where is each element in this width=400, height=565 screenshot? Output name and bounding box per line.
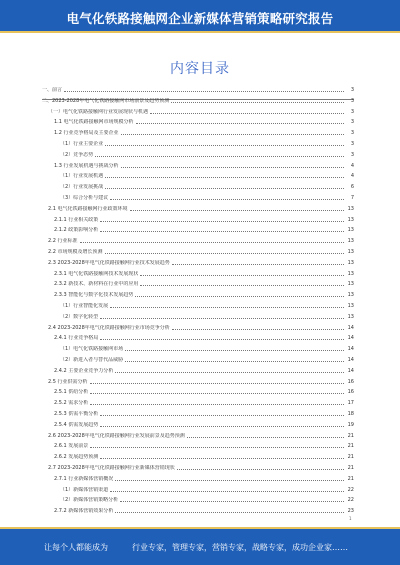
toc-entry-text: （2）新媒体营销策略分析 [60,497,119,504]
footer-slogan-left: 让每个人都能成为 [44,543,108,552]
toc-entry[interactable] [42,454,354,460]
toc-entry-page: 21 [347,454,354,461]
toc-entry-page: 14 [347,335,354,342]
toc-entry-text: 2.7 2023-2028年电气化铁路接触网行业新媒体营销现状 [48,465,175,471]
toc-entry[interactable] [42,87,354,93]
toc-entry-text: 2.1.1 行业相关政策 [54,216,99,223]
toc-entry[interactable] [42,152,354,158]
toc-entry-text: 2.1 电气化铁路接触网行业政策环境 [48,205,128,212]
report-title: 电气化铁路接触网企业新媒体营销策略研究报告 [66,11,334,26]
toc-entry-page: 3 [350,108,354,115]
toc-entry-page: 13 [347,238,354,245]
toc-leader-dots [121,134,344,135]
toc-entry-text: （1）新媒体营销渠道 [60,486,109,493]
toc-entry-page: 13 [347,270,354,277]
toc-entry[interactable] [42,98,354,104]
toc-leader-dots [140,275,344,276]
toc-entry-page: 3 [350,97,354,104]
toc-leader-dots [105,177,344,178]
page-number: 1 [349,516,352,521]
toc-entry-page: 7 [350,195,354,201]
toc-entry-text: 2.6.2 发展趋势预测 [54,454,99,461]
toc-entry-text: 2.3.2 新技术、新材料在行业中的应用 [54,281,139,288]
toc-leader-dots [187,437,344,438]
footer-banner [0,527,400,565]
toc-entry-page: 21 [347,443,354,450]
toc-leader-dots [90,404,344,405]
toc-entry-text: 2.3.1 电气化铁路接触网技术发展现状 [54,270,139,277]
toc-leader-dots [172,264,344,265]
toc-entry-text: 2.4 2023-2028年电气化铁路接触网行业市场竞争分析 [48,324,170,331]
toc-entry[interactable] [42,497,354,503]
toc-leader-dots [105,188,344,189]
toc-leader-dots [100,339,344,340]
toc-entry-page: 22 [347,497,354,504]
toc-entry-page: 16 [347,389,354,396]
toc-entry[interactable] [42,335,354,341]
toc-entry-text: 一、前言 [42,87,63,93]
toc-entry-page: 14 [347,357,354,363]
toc-entry-text: 2.7.2 新媒体营销效果分析 [54,508,114,515]
toc-entry-text: 2.5 行业供需分析 [48,378,88,385]
toc-entry-page: 16 [347,378,354,385]
toc-leader-dots [105,145,344,146]
toc-entry-page: 19 [347,421,354,428]
toc-entry-page: 13 [347,281,354,288]
toc-entry-page: 13 [347,313,354,320]
toc-leader-dots [171,102,344,103]
toc-leader-dots [125,350,344,351]
toc-entry[interactable] [42,325,354,331]
toc-entry-text: （3）综合分析与建议 [60,195,109,201]
toc-leader-dots [100,458,344,459]
toc-entry-text: 2.5.1 供给分析 [54,389,89,396]
toc-leader-dots [115,372,344,373]
toc-leader-dots [64,91,344,92]
toc-leader-dots [95,156,344,157]
toc-entry-text: （1）电气化铁路接触网市场 [60,346,124,353]
toc-entry-page: 23 [347,508,354,515]
toc-entry-page: 13 [347,292,354,299]
toc-entry[interactable] [42,271,354,277]
toc-entry-page: 4 [350,173,354,180]
footer-slogan-right: 行业专家，管理专家，营销专家，战略专家，成功企业家…… [132,543,348,552]
toc-leader-dots [100,231,344,232]
toc-entry-text: 2.4.2 主要企业竞争力分析 [54,367,114,374]
toc-entry-text: 2.2 行业标准 [48,238,78,245]
toc-entry[interactable] [42,303,354,309]
toc-entry-text: 2.5.4 供需发展趋势 [54,421,99,428]
toc-leader-dots [150,113,344,114]
toc-entry-page: 13 [347,216,354,223]
toc-entry[interactable] [42,400,354,406]
toc-leader-dots [110,307,344,308]
toc-entry[interactable] [42,314,354,320]
toc-entry-page: 3 [350,130,354,137]
toc-leader-dots [80,242,344,243]
toc-entry-page: 14 [347,367,354,374]
toc-entry[interactable] [42,227,354,233]
toc-leader-dots [140,285,344,286]
toc-entry[interactable] [42,476,354,482]
toc-leader-dots [100,221,344,222]
toc-leader-dots [90,393,344,394]
toc-entry-text: 2.6.1 发展前景 [54,443,89,450]
toc-entry-page: 4 [350,162,354,169]
toc-entry[interactable] [42,508,354,514]
toc-entry[interactable] [42,422,354,428]
toc-entry[interactable] [42,119,354,125]
toc-heading: 内容目录 [170,61,230,77]
toc-leader-dots [90,383,344,384]
toc-entry-page: 3 [350,151,354,158]
toc-entry[interactable] [42,184,354,190]
toc-leader-dots [136,123,344,124]
toc-entry-page: 13 [347,303,354,309]
toc-entry-page: 21 [347,475,354,482]
toc-entry-text: 2.4.1 行业竞争格局 [54,335,99,342]
toc-entry-text: 2.1.2 政策影响分析 [54,227,99,234]
toc-entry[interactable] [42,217,354,223]
table-of-contents [42,84,354,524]
toc-leader-dots [121,167,344,168]
toc-entry[interactable] [42,292,354,298]
toc-entry[interactable] [42,389,354,395]
toc-entry[interactable] [42,281,354,287]
toc-leader-dots [110,491,344,492]
toc-leader-dots [135,296,344,297]
toc-entry-text: 1.2 行业竞争格局及主要企业 [54,130,119,137]
toc-entry-text: 1.3 行业发展机遇与挑战分析 [54,162,119,169]
toc-entry-text: 2.7.1 行业新媒体营销概况 [54,475,114,482]
toc-entry[interactable] [42,206,354,212]
toc-leader-dots [115,512,344,513]
toc-entry-page: 14 [347,346,354,353]
toc-entry[interactable] [42,109,354,115]
toc-entry-text: 2.2 市场规模及增长预测 [48,249,103,255]
toc-entry-page: 13 [347,205,354,212]
toc-entry-page: 14 [347,324,354,331]
toc-entry[interactable] [42,433,354,439]
toc-leader-dots [172,329,344,330]
toc-entry[interactable] [42,346,354,352]
toc-entry[interactable] [42,357,354,363]
toc-entry-text: （1）行业智能化发展 [60,303,109,309]
toc-entry-page: 3 [350,87,354,93]
toc-entry[interactable] [42,465,354,471]
toc-entry-text: （2）行业发展挑战 [60,184,104,191]
toc-leader-dots [120,501,344,502]
header-banner [0,0,400,33]
toc-entry[interactable] [42,379,354,385]
toc-entry-page: 13 [347,259,354,266]
toc-entry[interactable] [42,141,354,147]
toc-entry-text: （2）数字化转型 [60,313,99,320]
toc-entry[interactable] [42,249,354,255]
toc-entry-text: （一）电气化铁路接触网行业发展现状与机遇 [48,108,149,115]
toc-entry-page: 6 [350,184,354,191]
toc-entry-page: 13 [347,249,354,255]
toc-entry[interactable] [42,130,354,136]
toc-entry[interactable] [42,238,354,244]
toc-entry-page: 22 [347,486,354,493]
toc-leader-dots [100,415,344,416]
toc-entry-page: 21 [347,432,354,439]
toc-entry-page: 3 [350,119,354,126]
toc-entry-text: 2.6 2023-2028年电气化铁路接触网行业发展前景及趋势预测 [48,432,185,439]
toc-leader-dots [130,210,344,211]
toc-leader-dots [100,426,344,427]
toc-leader-dots [125,361,344,362]
toc-entry[interactable] [42,443,354,449]
toc-leader-dots [115,480,344,481]
toc-entry[interactable] [42,487,354,493]
toc-entry-text: 2.3 2023-2028年电气化铁路接触网行业技术发展趋势 [48,259,170,266]
toc-entry-page: 21 [347,465,354,471]
toc-entry[interactable] [42,368,354,374]
toc-leader-dots [105,253,344,254]
toc-entry[interactable] [42,195,354,201]
toc-entry-text: 1.1 电气化铁路接触网市场规模分析 [54,119,134,126]
toc-entry-text: 2.5.3 供需平衡分析 [54,411,99,417]
toc-entry[interactable] [42,163,354,169]
toc-entry-page: 13 [347,227,354,234]
toc-entry-text: 2.3.3 智能化与数字化技术发展趋势 [54,292,134,299]
toc-entry-text: （1）行业发展机遇 [60,173,104,180]
toc-entry-page: 18 [347,411,354,417]
toc-leader-dots [177,469,344,470]
toc-leader-dots [90,447,344,448]
toc-entry-text: （2）新进入者与替代品威胁 [60,357,124,363]
toc-entry[interactable] [42,411,354,417]
toc-entry-text: 二、2023-2028年电气化铁路接触网市场前景及趋势预测 [42,97,170,104]
toc-entry[interactable] [42,173,354,179]
toc-entry-text: （2）竞争态势 [60,151,94,158]
toc-entry-page: 3 [350,141,354,147]
toc-entry-text: （1）行业主要企业 [60,141,104,147]
toc-leader-dots [110,199,344,200]
toc-leader-dots [100,318,344,319]
toc-entry[interactable] [42,260,354,266]
toc-entry-page: 17 [347,400,354,407]
toc-entry-text: 2.5.2 需求分析 [54,400,89,407]
